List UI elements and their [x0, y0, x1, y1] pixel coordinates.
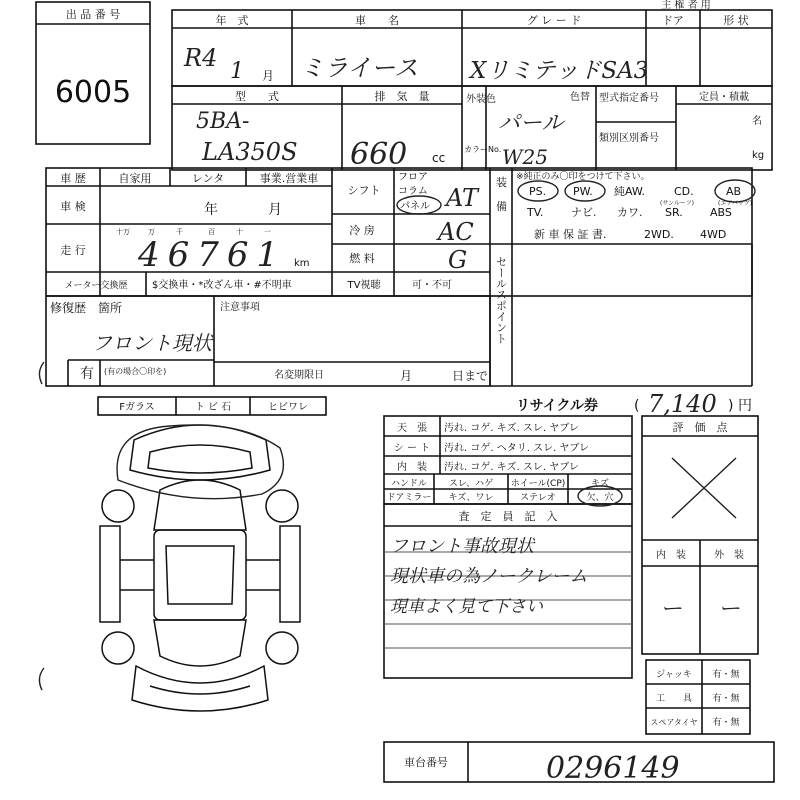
category-number-label: 類別区別番号	[599, 133, 659, 144]
shift-column: コラム	[398, 186, 428, 197]
repair-exists-note: (有の場合〇印を)	[104, 367, 167, 376]
inspector-line-1: フロント事故現状	[390, 536, 534, 557]
tools-value: 有・無	[712, 694, 740, 704]
shift-floor: フロア	[398, 172, 428, 183]
repair-exists: 有	[80, 366, 94, 382]
digit-label-100k: 十万	[116, 228, 130, 236]
equip-navi: ナビ.	[571, 206, 597, 219]
car-name-value: ミライース	[300, 54, 419, 82]
handle-label: ハンドル	[390, 479, 428, 489]
recycle-value: 7,140	[648, 390, 717, 418]
type-designation-label: 型式指定番号	[599, 93, 659, 104]
equipment-note: ※純正のみ〇印をつけて下さい。	[516, 172, 650, 182]
inspector-label: 査 定 員 記 入	[458, 510, 558, 523]
glass-chip: ト ビ 石	[194, 402, 232, 413]
history-option-business: 事業.営業車	[259, 172, 319, 185]
tools-label: 工 具	[655, 694, 693, 704]
equip-ps: PS.	[529, 185, 547, 198]
mileage-label: 走 行	[60, 244, 86, 257]
repair-label: 修復歴 箇所	[50, 301, 123, 315]
lot-number: 6005	[54, 75, 132, 110]
car-name-label: 車 名	[355, 14, 399, 27]
tv-options: 可・不可	[412, 280, 452, 291]
glass-windshield: Fガラス	[119, 402, 155, 413]
deadline-day: 日まで	[452, 369, 489, 383]
year-value: R4	[184, 44, 218, 72]
equip-2wd: 2WD.	[644, 228, 674, 241]
recycle-paren-open: (	[634, 398, 640, 414]
recycle-unit: 円	[738, 398, 752, 414]
capacity-label: 定員・積載	[699, 92, 749, 103]
equip-cd: CD.	[674, 185, 694, 198]
airbag-note: (エアバッグ)	[718, 200, 753, 207]
exterior-rating-value: ー	[717, 597, 741, 622]
month-unit: 月	[262, 69, 275, 83]
wheel-value: キズ	[591, 479, 609, 489]
equipment-label-2: 備	[496, 200, 507, 213]
year-type-label: 年 式	[215, 14, 249, 27]
rating-x-mark	[672, 458, 736, 518]
aircon-value: AC	[438, 218, 474, 246]
equip-4wd: 4WD	[700, 228, 727, 241]
glass-crack: ヒビワレ	[268, 402, 308, 413]
condition-value-interior: 汚れ. コゲ. キズ. スレ. ヤブレ	[444, 462, 579, 473]
owner-label: 主 権 者 用	[661, 0, 711, 11]
fuel-value: G	[448, 246, 468, 274]
equipment-label-1: 装	[496, 176, 507, 189]
capacity-unit-kg: kg	[752, 150, 765, 161]
binding-hole-mark	[39, 362, 44, 384]
condition-value-ceiling: 汚れ. コゲ. キズ. スレ. ヤブレ	[444, 423, 579, 434]
equip-alloy-wheel: 純AW.	[614, 185, 646, 198]
color-code-value: W25	[502, 145, 549, 169]
equip-leather: カワ.	[617, 206, 643, 219]
inspection-label: 車 検	[60, 200, 86, 213]
equip-warranty: 新 車 保 証 書.	[534, 228, 607, 241]
capacity-unit-persons: 名	[752, 116, 762, 127]
mileage-value: 46761	[138, 235, 287, 275]
wheel-label: ホイール(CP)	[510, 479, 566, 489]
recycle-label: リサイクル券	[516, 398, 599, 414]
exterior-color-label: 外装色	[466, 94, 496, 105]
inspection-unit-year: 年	[204, 202, 218, 218]
car-diagram	[100, 425, 300, 711]
history-option-rental: レンタ	[191, 172, 225, 185]
stereo-value: 欠、穴	[586, 493, 614, 503]
body-shape-label: 形 状	[723, 14, 749, 27]
month-value: 1	[230, 59, 244, 84]
digit-label-10k: 万	[148, 228, 155, 236]
displacement-unit: cc	[432, 151, 446, 165]
repair-value: フロント現状	[92, 331, 212, 355]
inspection-unit-month: 月	[268, 202, 282, 218]
binding-hole-mark-2	[39, 668, 44, 690]
equip-sunroof: SR.	[665, 206, 683, 219]
recycle-paren-close: )	[728, 398, 734, 414]
tv-label: TV視聴	[347, 280, 381, 291]
type-value-2: LA350S	[202, 138, 298, 166]
digit-label-1k: 千	[176, 228, 183, 236]
equip-airbag: AB	[726, 185, 742, 198]
interior-rating-value: ー	[659, 597, 683, 622]
inspector-line-2: 現状車の為ノークレーム	[390, 566, 588, 587]
aircon-label: 冷 房	[349, 224, 375, 237]
lot-label: 出 品 番 号	[65, 8, 121, 21]
meter-exchange-options: $交換車・*改ざん車・#不明車	[152, 280, 292, 291]
mirror-value: キズ、ワレ	[448, 493, 494, 503]
grade-value: XリミテッドSA3	[470, 58, 649, 84]
history-option-private: 自家用	[118, 172, 152, 185]
equip-pw: PW.	[573, 185, 593, 198]
color-code-label: カラーNo.	[464, 145, 502, 154]
equip-tv: TV.	[527, 206, 544, 219]
digit-label-1: 一	[264, 228, 271, 236]
mirror-label: ドアミラー	[386, 493, 432, 503]
grade-label: グ レ ー ド	[526, 14, 582, 27]
condition-label-ceiling: 天 張	[397, 423, 427, 434]
spare-tire-value: 有・無	[712, 718, 740, 728]
shift-panel: パネル	[400, 201, 430, 212]
transfer-deadline-label: 名変期限日	[274, 370, 324, 381]
digit-label-100: 百	[208, 228, 215, 236]
meter-exchange-label: メーター交換歴	[64, 281, 128, 291]
sale-points-label: セールスポイント	[494, 256, 508, 344]
digit-label-10: 十	[236, 228, 243, 236]
door-label: ドア	[662, 14, 684, 27]
inspector-box	[384, 504, 632, 678]
condition-value-seat: 汚れ. コゲ. ヘタリ. スレ. ヤブレ	[444, 443, 590, 454]
jack-value: 有・無	[712, 670, 740, 680]
shift-label: シフト	[347, 184, 381, 197]
chassis-label: 車台番号	[404, 756, 448, 769]
handle-value: スレ、ハゲ	[448, 479, 494, 489]
displacement-label: 排 気 量	[374, 90, 430, 103]
deadline-month: 月	[400, 369, 413, 383]
color-change-label: 色替	[570, 92, 590, 103]
equip-abs: ABS	[710, 206, 732, 219]
chassis-value: 0296149	[546, 751, 680, 786]
displacement-value: 660	[350, 137, 408, 172]
condition-label-interior: 内 装	[397, 462, 427, 473]
rating-label: 評 価 点	[672, 421, 728, 434]
history-label: 車 歴	[60, 172, 86, 185]
sunroof-note: (サンルーフ)	[660, 200, 694, 207]
spare-tire-label: スペアタイヤ	[650, 718, 698, 727]
jack-label: ジャッキ	[656, 670, 692, 680]
caution-label: 注意事項	[220, 302, 260, 313]
shift-value: AT	[446, 184, 479, 212]
fuel-label: 燃 料	[349, 252, 375, 265]
interior-rating-label: 内 装	[656, 550, 686, 561]
color-value: パール	[498, 111, 564, 136]
type-value-1: 5BA-	[196, 109, 250, 134]
stereo-label: ステレオ	[520, 493, 556, 503]
type-label: 型 式	[235, 90, 279, 103]
inspector-line-3: 現車よく見て下さい	[390, 597, 543, 617]
condition-label-seat: シ ー ト	[393, 443, 431, 454]
mileage-unit: km	[294, 258, 310, 269]
exterior-rating-label: 外 装	[714, 550, 744, 561]
